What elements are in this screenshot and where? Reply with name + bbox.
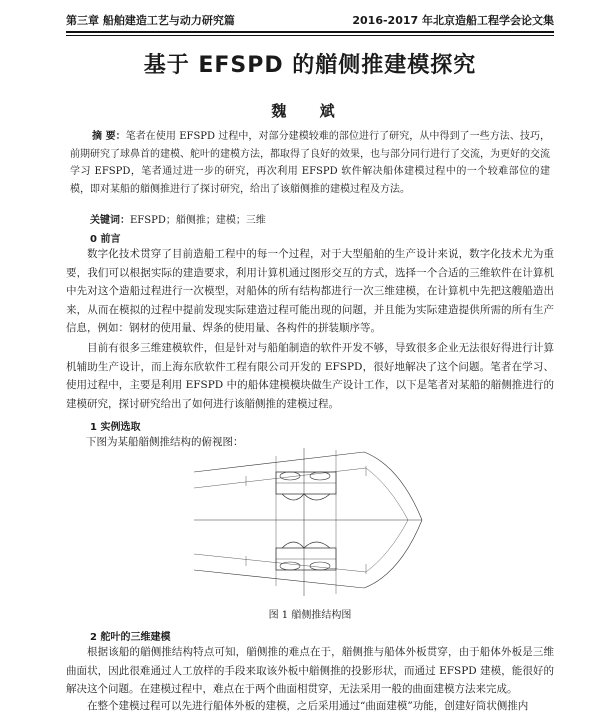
author-name: 魏 斌: [271, 102, 349, 120]
section-heading-2: 2 舵叶的三维建模: [90, 632, 171, 643]
abstract: [70, 128, 550, 198]
section-0-paragraph-2: 目前有很多三维建模软件，但是针对与船舶制造的软件开发不够，导致很多企业无法很好得进行计算机辅助生产设计，而上海东欣软件工程有限公司开发的 EFSPD，很好地解决了这个问题。笔者在学习、使用过程中，主要是利用 EFSPD 中的船体建模模块做生产设计工作，以下是笔者对某船的艏侧推进行的建模研究，探讨研究给出了如何进行该艏侧推的建模过程。: [66, 342, 554, 410]
keywords: [90, 211, 550, 226]
section-2-paragraph-2-first-line: 在整个建模过程可以先进行船体外板的建模，之后采用通过“曲面建模”功能，创建好筒状侧推内: [87, 700, 529, 712]
bow-thruster-plan-figure: [186, 436, 426, 608]
collection-title: 2016-2017 年北京造船工程学会论文集: [352, 14, 554, 27]
section-0-paragraph-1: 数字化技术贯穿了目前造船工程中的每一个过程，对于大型船舶的生产设计来说，数字化技术尤为重要，我们可以根据实际的建造要求，利用计算机通过图形交互的方式，选择一个合适的三维软件在计算机中先对这个造船过程进行一次模型，对船体的所有结构都进行一次三维建模，在计算机中先把这艘船造出来，从而在模拟的过程中提前发现实际建造过程可能出现的问题，并且能为实际建造提供所需的所有生产信息，例如：钢材的使用量、焊条的使用量、各构件的拼装顺序等。: [66, 248, 554, 334]
header-rule-thin: [66, 35, 554, 36]
running-header: [66, 12, 554, 28]
keywords-label: 关键词：: [90, 215, 130, 226]
section-heading-0: 0 前言: [90, 234, 121, 245]
section-2-paragraph-1: 根据该船的艏侧推结构特点可知，艏侧推的难点在于，艏侧推与船体外板贯穿，由于船体外板是三维曲面状，因此很难通过人工放样的手段来取该外板中艏侧推的投影形状，而通过 EFSPD 建模，能很好的解决这个问题。在建模过程中，难点在于两个曲面相贯穿，无法采用一般的曲面建模方法来完成。: [66, 646, 554, 695]
article-title: 基于 EFSPD 的艏侧推建模探究: [143, 53, 477, 78]
figure-caption: 图 1 艏侧推结构图: [268, 610, 352, 621]
keywords-text: EFSPD；艏侧推；建模；三维: [130, 215, 266, 226]
abstract-text: 笔者在使用 EFSPD 过程中，对部分建模较难的部位进行了研究，从中得到了一些方法、技巧，前期研究了球鼻首的建模、舵叶的建模方法，都取得了良好的效果，也与部分同行进行了交流，为更好的交流学习 EFSPD，笔者通过进一步的研究，再次利用 EFSPD 软件解决船体建模过程中的一个较难部位的建模，即对某船的艏侧推进行了探讨研究，给出了该艏侧推的建模过程及方法。: [70, 131, 550, 195]
abstract-label: 摘 要：: [92, 131, 126, 142]
chapter-title: 第三章 船舶建造工艺与动力研究篇: [66, 14, 235, 27]
figure-intro: 下图为某船艏侧推结构的俯视图：: [86, 436, 244, 448]
section-heading-1: 1 实例选取: [90, 422, 141, 433]
header-rule-thick: [66, 31, 554, 33]
